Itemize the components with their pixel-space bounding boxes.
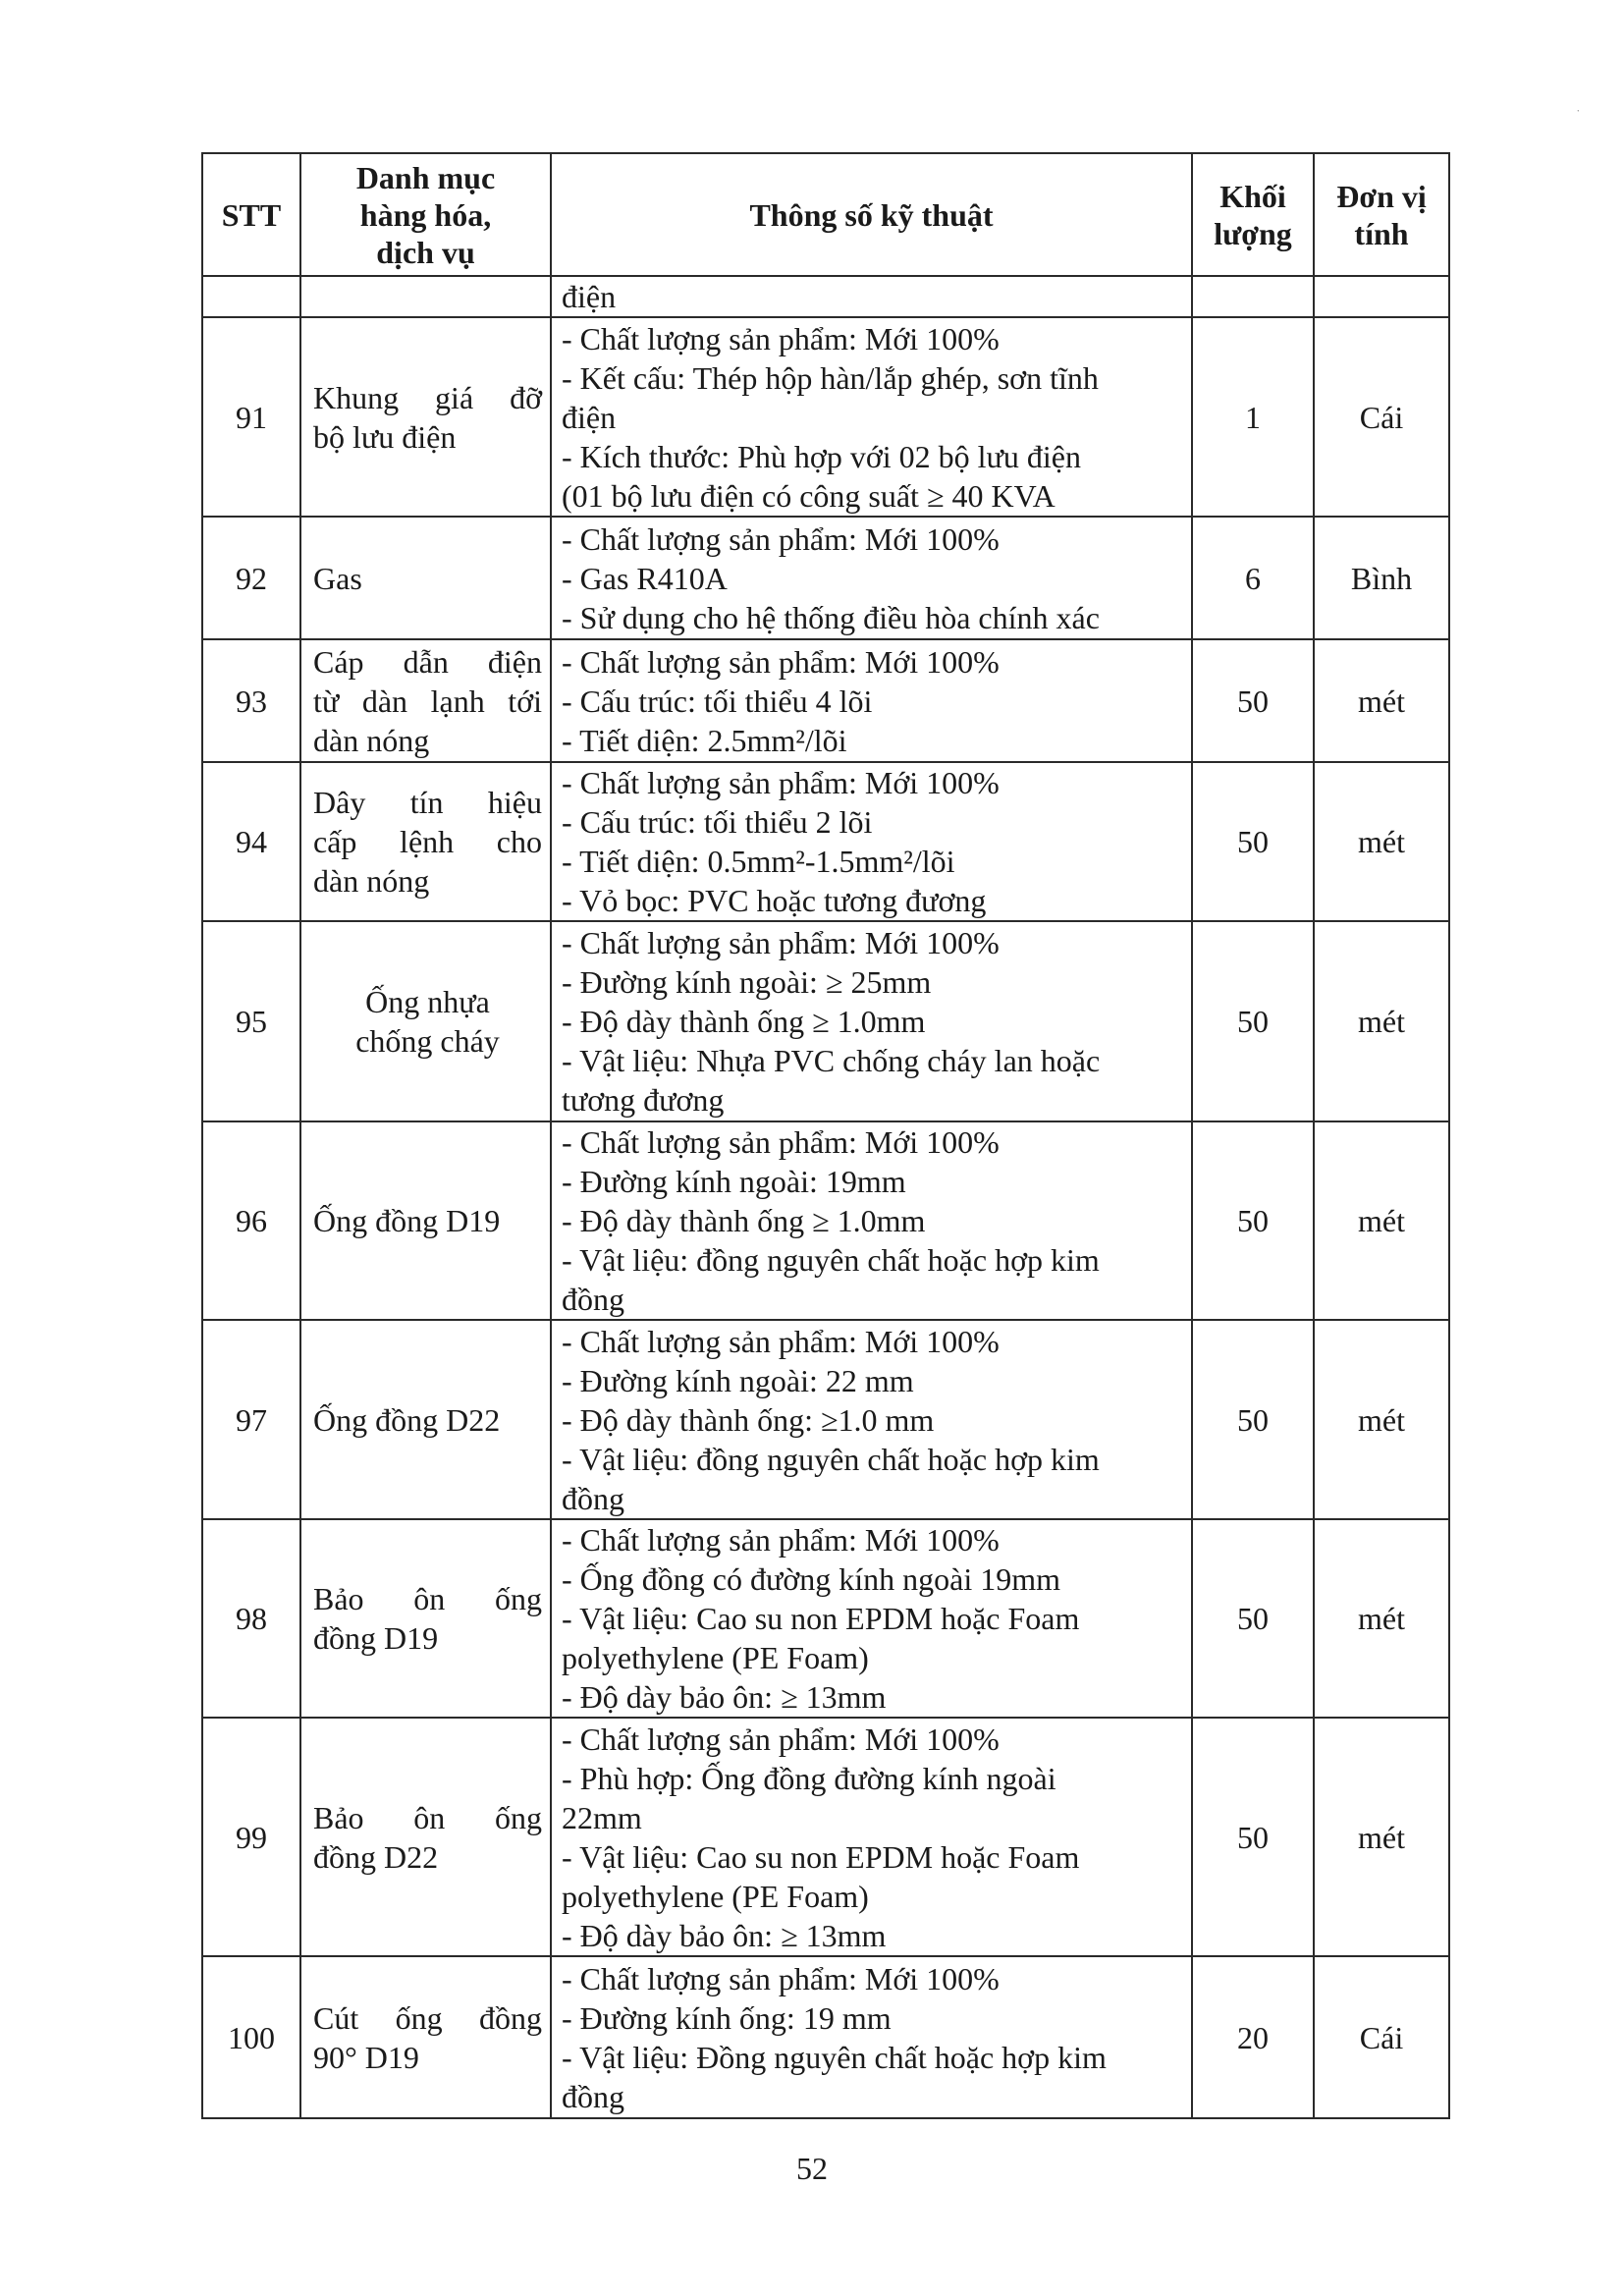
item-name-line: từ dàn lạnh tới	[313, 683, 542, 719]
row-stt: 97	[202, 1320, 300, 1519]
table-row	[202, 921, 1449, 1121]
table-row	[202, 517, 1449, 639]
spec-line: - Kết cấu: Thép hộp hàn/lắp ghép, sơn tĩnh	[562, 359, 1099, 396]
spec-line: (01 bộ lưu điện có công suất ≥ 40 KVA	[562, 477, 1056, 514]
item-name-line: bộ lưu điện	[313, 418, 457, 455]
spec-line: - Cấu trúc: tối thiểu 2 lõi	[562, 804, 873, 840]
spec-line: - Vật liệu: Cao su non EPDM hoặc Foam	[562, 1838, 1080, 1875]
spec-line: - Sử dụng cho hệ thống điều hòa chính xác	[562, 599, 1100, 635]
row-item-name	[300, 639, 551, 762]
spec-line: - Tiết diện: 2.5mm²/lõi	[562, 722, 847, 758]
table-row	[202, 1956, 1449, 2118]
row-stt: 95	[202, 921, 300, 1121]
spec-line: - Đường kính ngoài: ≥ 25mm	[562, 964, 932, 1000]
row-quantity: 50	[1192, 1519, 1314, 1718]
row-item-name	[300, 762, 551, 921]
row-unit: mét	[1314, 1718, 1449, 1956]
spec-line: - Chất lượng sản phẩm: Mới 100%	[562, 643, 1000, 680]
header-item-line: dịch vụ	[376, 234, 475, 270]
row-item-name	[300, 517, 551, 639]
spec-line: - Vật liệu: đồng nguyên chất hoặc hợp kim	[562, 1242, 1100, 1278]
header-item	[300, 153, 551, 276]
item-name-line: Cút ống đồng	[313, 1999, 542, 2036]
spec-line: polyethylene (PE Foam)	[562, 1640, 869, 1675]
spec-line: - Đường kính ống: 19 mm	[562, 1999, 892, 2036]
row-quantity: 50	[1192, 639, 1314, 762]
spec-line: đồng	[562, 1282, 624, 1317]
spec-line: - Độ dày bảo ôn: ≥ 13mm	[562, 1679, 887, 1715]
spec-line: 22mm	[562, 1799, 642, 1835]
header-unit-line: Đơn vị	[1336, 178, 1427, 214]
item-name-line: Ống nhựa	[365, 984, 490, 1019]
continuation-qty	[1192, 276, 1314, 317]
table-row	[202, 639, 1449, 762]
item-name-line: Cáp dẫn điện	[313, 643, 542, 680]
spec-line: - Chất lượng sản phẩm: Mới 100%	[562, 1960, 1000, 1996]
header-stt: STT	[202, 153, 300, 276]
row-spec	[551, 762, 1192, 921]
header-qty	[1192, 153, 1314, 276]
row-unit: Bình	[1314, 517, 1449, 639]
spec-line: - Độ dày bảo ôn: ≥ 13mm	[562, 1917, 887, 1953]
spec-line: - Vật liệu: Nhựa PVC chống cháy lan hoặc	[562, 1043, 1101, 1078]
continuation-row	[202, 276, 1449, 317]
item-name-line: Bảo ôn ống	[313, 1799, 542, 1835]
spec-line: - Chất lượng sản phẩm: Mới 100%	[562, 1124, 1000, 1160]
item-name-line: Khung giá đỡ	[313, 379, 542, 415]
row-unit: mét	[1314, 1320, 1449, 1519]
row-quantity: 1	[1192, 317, 1314, 517]
row-spec	[551, 317, 1192, 517]
row-unit: Cái	[1314, 1956, 1449, 2118]
spec-line: điện	[562, 399, 617, 435]
spec-line: - Vật liệu: đồng nguyên chất hoặc hợp kim	[562, 1441, 1100, 1477]
header-qty-line: lượng	[1214, 215, 1292, 251]
row-stt: 99	[202, 1718, 300, 1956]
spec-line: - Vật liệu: Đồng nguyên chất hoặc hợp kim	[562, 2039, 1107, 2075]
row-spec	[551, 1121, 1192, 1320]
row-spec	[551, 921, 1192, 1121]
table-row	[202, 317, 1449, 517]
row-stt: 91	[202, 317, 300, 517]
item-name-line: dàn nóng	[313, 722, 430, 758]
spec-line: - Vỏ bọc: PVC hoặc tương đương	[562, 883, 987, 918]
row-quantity: 6	[1192, 517, 1314, 639]
row-quantity: 50	[1192, 762, 1314, 921]
row-quantity: 50	[1192, 1320, 1314, 1519]
item-name-line: 90° D19	[313, 2039, 419, 2075]
spec-line: - Chất lượng sản phẩm: Mới 100%	[562, 1323, 1000, 1359]
table-row	[202, 1121, 1449, 1320]
spec-line: - Độ dày thành ống ≥ 1.0mm	[562, 1203, 926, 1238]
header-unit	[1314, 153, 1449, 276]
header-spec: Thông số kỹ thuật	[551, 153, 1192, 276]
spec-line: - Gas R410A	[562, 560, 728, 596]
row-item-name	[300, 1519, 551, 1718]
table-row	[202, 1320, 1449, 1519]
spec-line: - Ống đồng có đường kính ngoài 19mm	[562, 1561, 1060, 1597]
spec-line: tương đương	[562, 1082, 725, 1118]
continuation-stt	[202, 276, 300, 317]
row-item-name	[300, 1956, 551, 2118]
row-spec	[551, 1519, 1192, 1718]
row-stt: 92	[202, 517, 300, 639]
row-item-name	[300, 1320, 551, 1519]
row-quantity: 20	[1192, 1956, 1314, 2118]
row-spec	[551, 1956, 1192, 2118]
spec-line: - Kích thước: Phù hợp với 02 bộ lưu điện	[562, 438, 1081, 474]
scan-speck: ˙	[1576, 108, 1581, 123]
spec-line: polyethylene (PE Foam)	[562, 1878, 869, 1914]
row-quantity: 50	[1192, 921, 1314, 1121]
continuation-spec: điện	[551, 276, 1192, 317]
item-name-line: Ống đồng D22	[313, 1401, 501, 1438]
item-name-line: đồng D22	[313, 1838, 439, 1875]
spec-line: - Chất lượng sản phẩm: Mới 100%	[562, 1721, 1000, 1757]
page-number: 52	[796, 2151, 828, 2186]
spec-line: - Phù hợp: Ống đồng đường kính ngoài	[562, 1760, 1056, 1796]
table-row	[202, 1519, 1449, 1718]
row-stt: 100	[202, 1956, 300, 2118]
item-name-line: Bảo ôn ống	[313, 1581, 542, 1616]
row-spec	[551, 517, 1192, 639]
spec-line: - Vật liệu: Cao su non EPDM hoặc Foam	[562, 1601, 1080, 1636]
row-item-name	[300, 921, 551, 1121]
item-name-line: dàn nóng	[313, 863, 430, 899]
row-spec	[551, 639, 1192, 762]
spec-line: - Tiết diện: 0.5mm²-1.5mm²/lõi	[562, 844, 955, 879]
spec-line: đồng	[562, 2078, 624, 2114]
row-unit: mét	[1314, 1121, 1449, 1320]
spec-line: - Độ dày thành ống ≥ 1.0mm	[562, 1004, 926, 1039]
row-quantity: 50	[1192, 1121, 1314, 1320]
item-name-line: Gas	[313, 560, 362, 596]
row-unit: mét	[1314, 639, 1449, 762]
continuation-unit	[1314, 276, 1449, 317]
header-unit-line: tính	[1354, 215, 1409, 251]
row-stt: 94	[202, 762, 300, 921]
row-item-name	[300, 317, 551, 517]
row-unit: mét	[1314, 762, 1449, 921]
spec-line: - Cấu trúc: tối thiểu 4 lõi	[562, 683, 873, 719]
spec-line: - Độ dày thành ống: ≥1.0 mm	[562, 1401, 935, 1438]
spec-line: - Đường kính ngoài: 22 mm	[562, 1362, 914, 1398]
spec-line: đồng	[562, 1480, 624, 1516]
continuation-name	[300, 276, 551, 317]
header-item-line: hàng hóa,	[359, 196, 492, 233]
spec-line: - Chất lượng sản phẩm: Mới 100%	[562, 320, 1000, 356]
row-stt: 96	[202, 1121, 300, 1320]
row-quantity: 50	[1192, 1718, 1314, 1956]
row-spec	[551, 1320, 1192, 1519]
item-name-line: chống cháy	[355, 1023, 500, 1059]
item-name-line: cấp lệnh cho	[313, 824, 542, 859]
row-stt: 98	[202, 1519, 300, 1718]
row-item-name	[300, 1718, 551, 1956]
spec-line: - Đường kính ngoài: 19mm	[562, 1164, 906, 1199]
spec-table	[201, 152, 1450, 2119]
row-unit: mét	[1314, 1519, 1449, 1718]
header-qty-line: Khối	[1219, 178, 1286, 214]
header-item-line: Danh mục	[355, 159, 496, 195]
spec-line: - Chất lượng sản phẩm: Mới 100%	[562, 1522, 1000, 1558]
item-name-line: đồng D19	[313, 1620, 439, 1656]
row-unit: mét	[1314, 921, 1449, 1121]
spec-line: - Chất lượng sản phẩm: Mới 100%	[562, 765, 1000, 800]
row-item-name	[300, 1121, 551, 1320]
spec-line: - Chất lượng sản phẩm: Mới 100%	[562, 520, 1000, 557]
table-header-row	[202, 153, 1449, 276]
spec-line: - Chất lượng sản phẩm: Mới 100%	[562, 925, 1000, 960]
row-spec	[551, 1718, 1192, 1956]
item-name-line: Ống đồng D19	[313, 1203, 501, 1238]
table-row	[202, 762, 1449, 921]
item-name-line: Dây tín hiệu	[313, 785, 542, 820]
row-stt: 93	[202, 639, 300, 762]
row-unit: Cái	[1314, 317, 1449, 517]
table-row	[202, 1718, 1449, 1956]
